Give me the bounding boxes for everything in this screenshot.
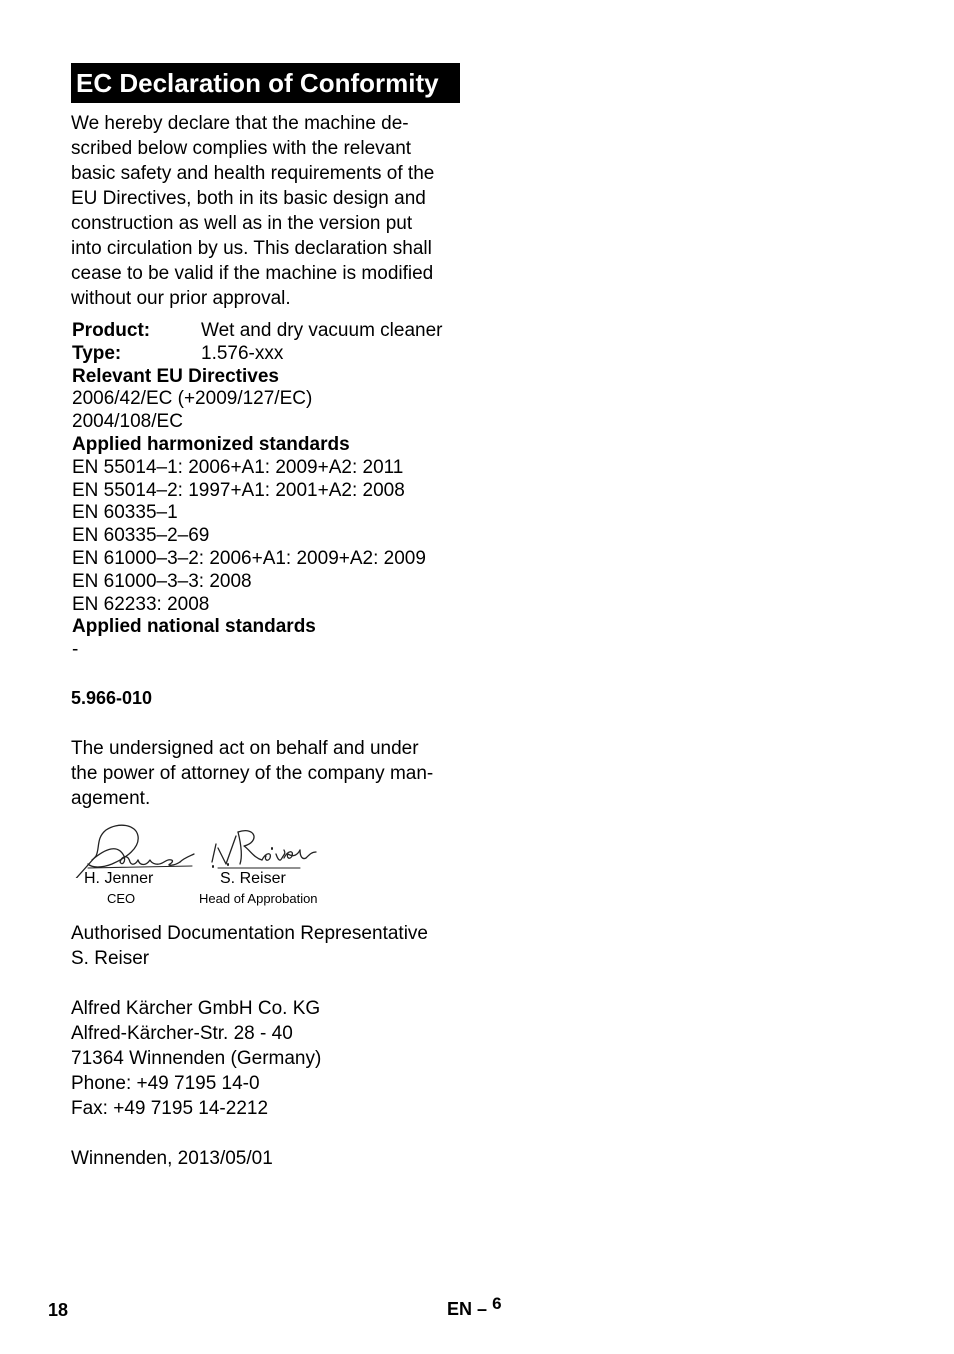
intro-line: cease to be valid if the machine is modified: [71, 263, 434, 284]
type-label: Type:: [72, 342, 122, 364]
address-line: Phone: +49 7195 14-0: [71, 1073, 260, 1094]
undersigned-line: The undersigned act on behalf and under: [71, 738, 419, 759]
directive-item: 2004/108/EC: [72, 411, 183, 433]
standard-item: EN 61000–3–3: 2008: [72, 570, 252, 592]
company-address: [71, 996, 321, 1121]
directive-item: 2006/42/EC (+2009/127/EC): [72, 388, 313, 410]
directives-heading: Relevant EU Directives: [72, 365, 279, 387]
part-number: 5.966-010: [71, 688, 153, 708]
footer-separator: –: [477, 1299, 488, 1319]
harmonized-heading: Applied harmonized standards: [72, 433, 350, 455]
intro-line: construction as well as in the version put: [71, 213, 413, 234]
intro-line: EU Directives, both in its basic design and: [71, 188, 426, 209]
standard-item: EN 55014–1: 2006+A1: 2009+A2: 2011: [72, 456, 404, 478]
standard-item: EN 61000–3–2: 2006+A1: 2009+A2: 2009: [72, 547, 426, 569]
address-line: Fax: +49 7195 14-2212: [71, 1098, 269, 1119]
declaration-intro: [71, 111, 463, 311]
product-value: Wet and dry vacuum cleaner: [201, 320, 443, 341]
place-and-date: Winnenden, 2013/05/01: [71, 1148, 273, 1169]
standard-item: EN 55014–2: 1997+A1: 2001+A2: 2008: [72, 479, 405, 501]
documentation-representative: [71, 921, 428, 971]
standard-item: EN 60335–1: [72, 502, 178, 524]
intro-line: without our prior approval.: [71, 288, 291, 309]
product-label: Product:: [72, 320, 151, 341]
section-page-number: 6: [492, 1294, 502, 1313]
language-code: EN: [447, 1299, 473, 1319]
undersigned-line: agement.: [71, 788, 151, 809]
national-heading: Applied national standards: [72, 616, 316, 638]
undersigned-line: the power of attorney of the company man-: [71, 763, 434, 784]
signatory-role: CEO: [107, 891, 136, 906]
footer-language-page: [447, 1294, 502, 1321]
signatory-role: Head of Approbation: [199, 891, 318, 906]
type-row: [72, 343, 472, 366]
page-title: EC Declaration of Conformity: [71, 63, 460, 103]
representative-title: Authorised Documentation Representative: [71, 923, 428, 944]
standard-item: EN 62233: 2008: [72, 593, 210, 615]
page-number: 18: [48, 1300, 69, 1320]
product-specification: [72, 320, 472, 662]
signatory-name: S. Reiser: [220, 870, 286, 887]
address-line: Alfred-Kärcher-Str. 28 - 40: [71, 1023, 293, 1044]
representative-name: S. Reiser: [71, 948, 150, 969]
type-value: 1.576-xxx: [201, 342, 284, 364]
intro-line: We hereby declare that the machine de-: [71, 113, 409, 134]
signatory-name: H. Jenner: [84, 870, 154, 887]
address-line: Alfred Kärcher GmbH Co. KG: [71, 998, 321, 1019]
national-item: -: [72, 639, 79, 661]
undersigned-statement: [71, 736, 471, 811]
product-row: [72, 320, 472, 343]
intro-line: scribed below complies with the relevant: [71, 138, 412, 159]
signature-block: [66, 818, 336, 913]
intro-line: basic safety and health requirements of the: [71, 163, 435, 184]
standard-item: EN 60335–2–69: [72, 525, 210, 547]
handwritten-signatures: [66, 818, 336, 878]
address-line: 71364 Winnenden (Germany): [71, 1048, 322, 1069]
intro-line: into circulation by us. This declaration shall: [71, 238, 432, 259]
